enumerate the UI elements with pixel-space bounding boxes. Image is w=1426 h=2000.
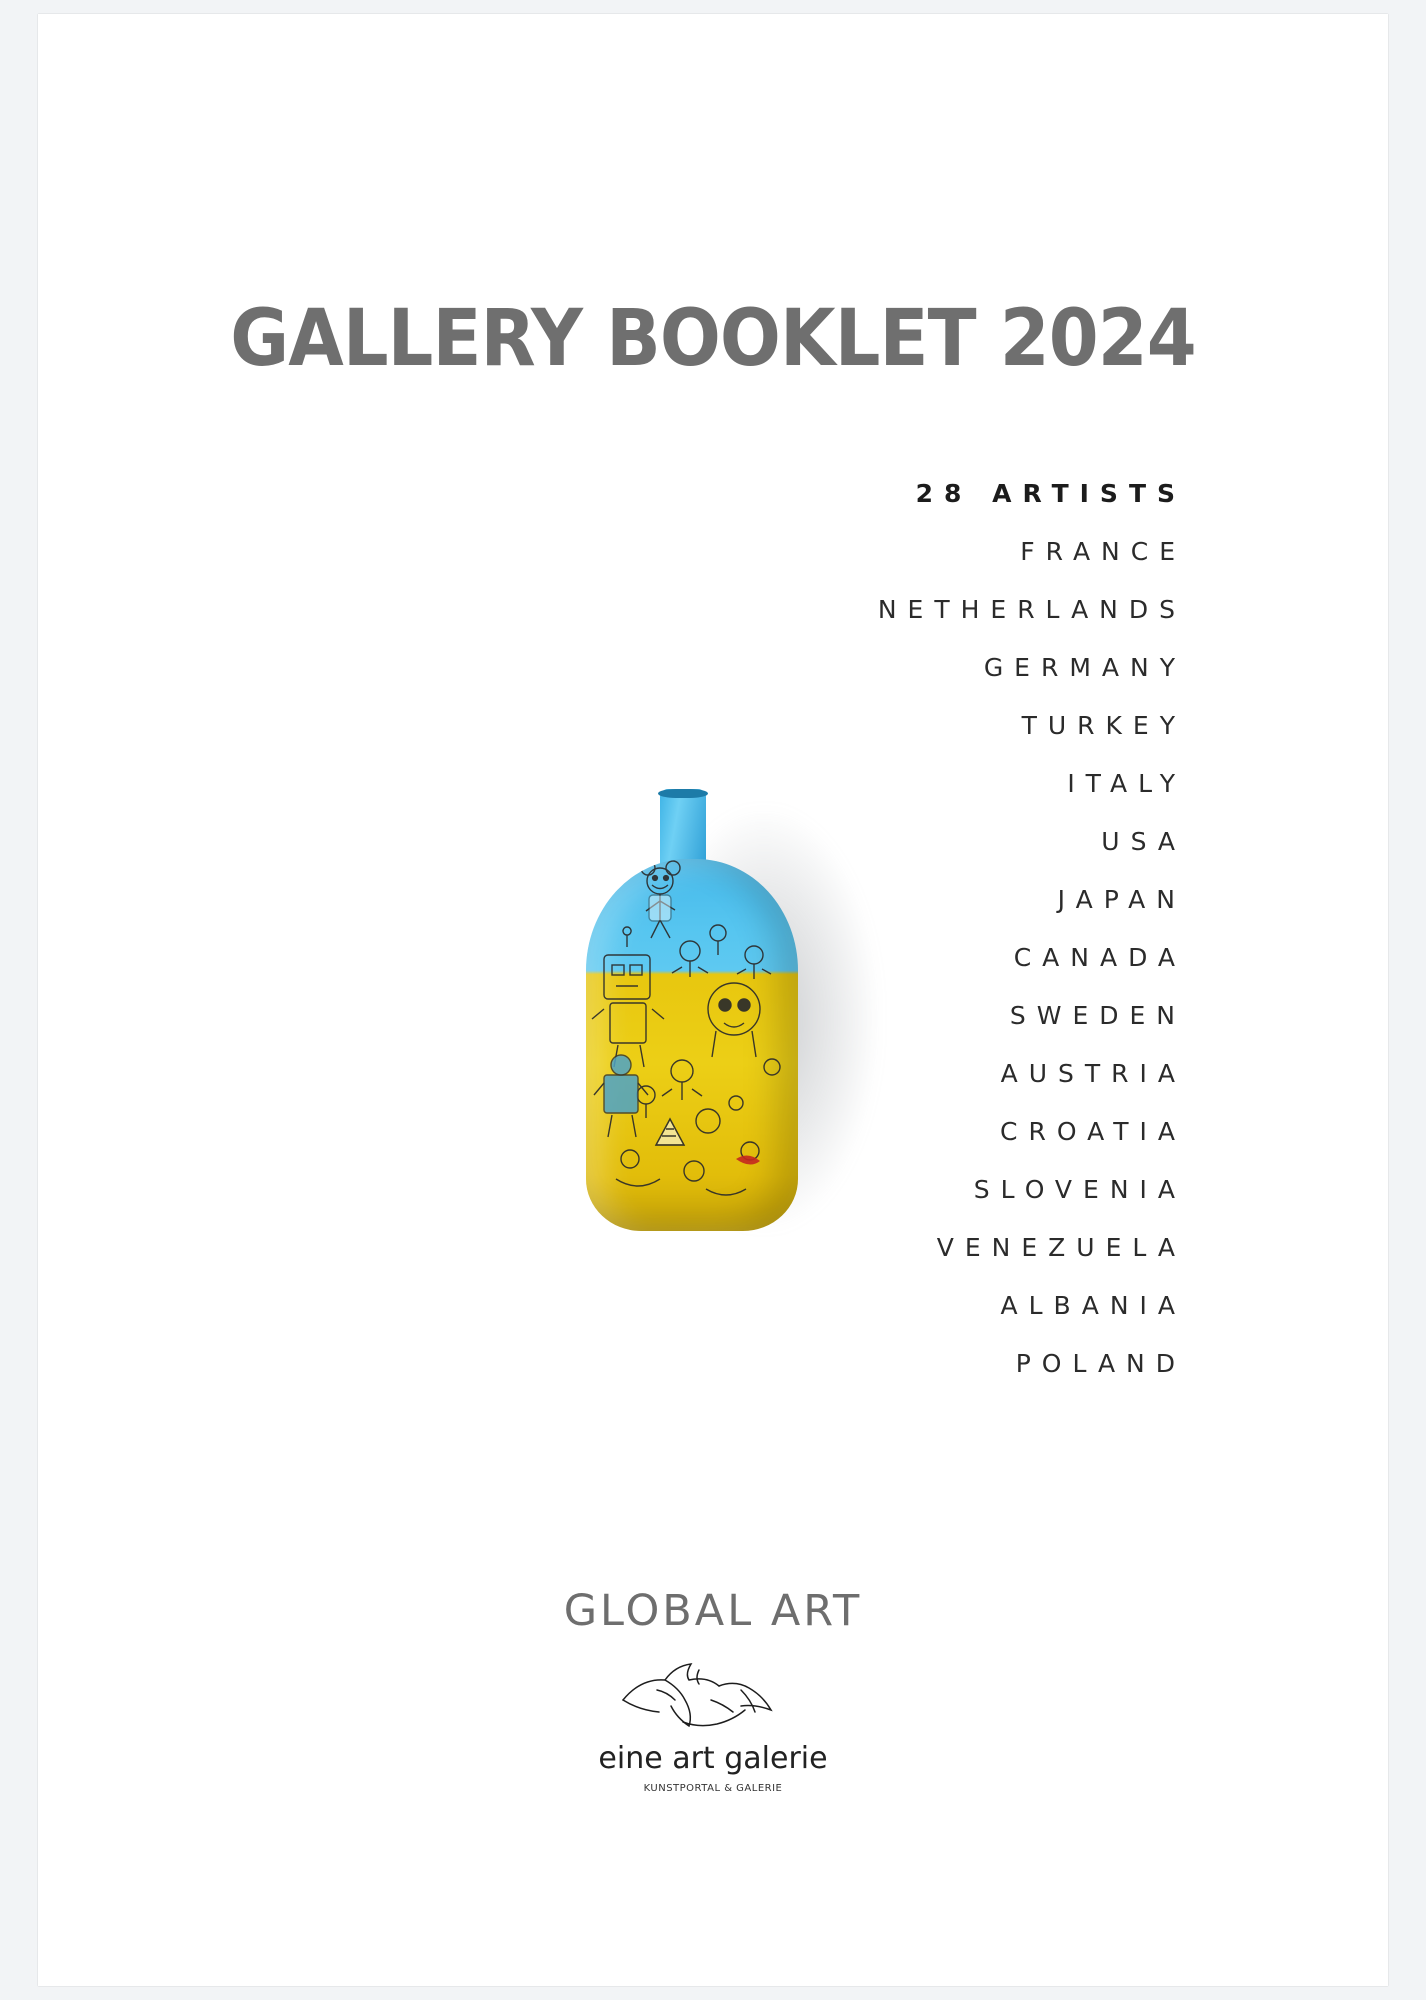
page-title: GALLERY BOOKLET 2024 — [230, 294, 1196, 384]
flying-bird-icon — [38, 1660, 1388, 1739]
footer-logo-block — [38, 1586, 1388, 1794]
country-item: SLOVENIA — [973, 1175, 1186, 1204]
brand-title: GLOBAL ART — [563, 1586, 863, 1636]
country-item: AUSTRIA — [1000, 1059, 1186, 1088]
country-item: TURKEY — [1021, 711, 1186, 740]
country-item: SWEDEN — [1009, 1001, 1186, 1030]
gallery-subtitle: KUNSTPORTAL & GALERIE — [643, 1783, 783, 1794]
country-item: ALBANIA — [1000, 1291, 1186, 1320]
country-item: POLAND — [1015, 1349, 1186, 1378]
country-item: VENEZUELA — [936, 1233, 1186, 1262]
country-item: ITALY — [1067, 769, 1186, 798]
country-item: CANADA — [1013, 943, 1186, 972]
gallery-name: eine art galerie — [598, 1741, 828, 1776]
country-item: GERMANY — [983, 653, 1186, 682]
poster-page — [38, 14, 1388, 1986]
country-item: USA — [1101, 827, 1186, 856]
artists-count: 28 ARTISTS — [915, 479, 1186, 508]
country-item: FRANCE — [1020, 537, 1186, 566]
country-item: NETHERLANDS — [877, 595, 1186, 624]
country-item: CROATIA — [1000, 1117, 1186, 1146]
country-item: JAPAN — [1057, 885, 1186, 914]
country-list — [488, 479, 1188, 1407]
